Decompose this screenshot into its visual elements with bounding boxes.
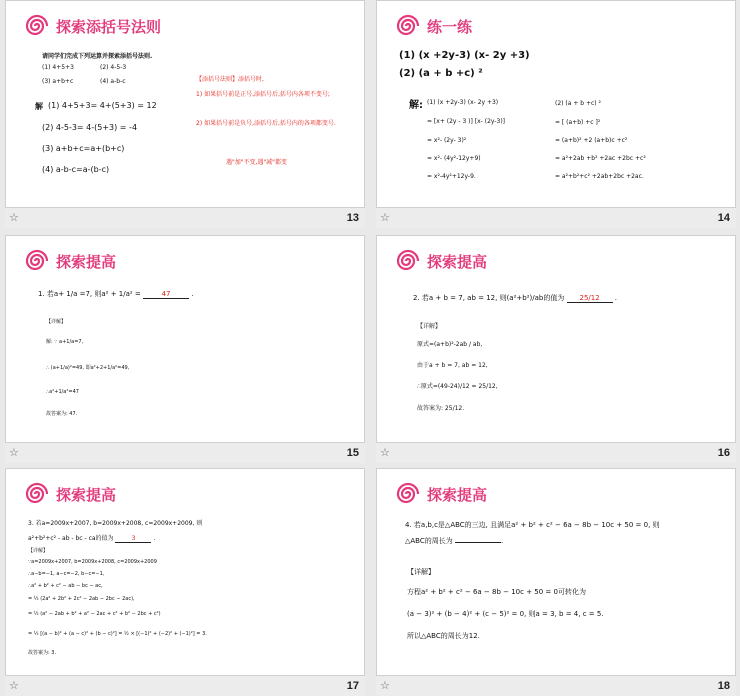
detail-label: 【详解】 bbox=[28, 548, 49, 554]
detail-label: 【详解】 bbox=[46, 319, 67, 325]
question-body: 2. 若a + b = 7, ab = 12, 则(a²+b²)/ab的值为 bbox=[413, 294, 565, 302]
spiral-logo-icon bbox=[22, 11, 52, 41]
slide-footer bbox=[5, 676, 365, 696]
star-icon[interactable]: ☆ bbox=[380, 212, 390, 224]
answer-blank: 25/12 bbox=[567, 294, 613, 303]
slide-title: 探索提高 bbox=[56, 254, 117, 271]
slide-title: 探索提高 bbox=[427, 254, 488, 271]
step-line: 故答案为: 47. bbox=[46, 411, 78, 417]
slide-16 bbox=[376, 235, 736, 443]
question-text: 1. 若a+ 1/a =7, 则a² + 1/a² = 47 . bbox=[38, 290, 194, 298]
slide-number: 17 bbox=[346, 680, 359, 692]
slide-15 bbox=[5, 235, 365, 443]
detail-label: 【详解】 bbox=[417, 323, 442, 330]
exercise-item: (3) a+b+c bbox=[42, 78, 74, 85]
slide-number: 16 bbox=[717, 447, 730, 459]
step-line: = a²+b²+c² +2ab+2bc +2ac. bbox=[555, 173, 644, 180]
step-line: 所以△ABC的周长为12. bbox=[407, 632, 480, 640]
step-line: = a²+2ab +b² +2ac +2bc +c² bbox=[555, 155, 646, 162]
step-line: = ½ (2a² + 2b² + 2c² − 2ab − 2bc − 2ac), bbox=[28, 596, 135, 602]
spiral-logo-icon bbox=[22, 479, 52, 509]
step-line: = ½ [(a − b)² + (a − c)² + (b − c)²] = ½ × [(−1)² + (−2)² + (−1)²] = 3. bbox=[28, 631, 207, 637]
step-line: 原式=(a+b)²-2ab / ab, bbox=[417, 341, 483, 348]
slide-thumbnail-17[interactable] bbox=[5, 468, 365, 696]
slide-17 bbox=[5, 468, 365, 676]
slide-thumbnail-16[interactable] bbox=[376, 235, 736, 463]
slide-number: 18 bbox=[717, 680, 730, 692]
step-line: = x²- (4y²-12y+9) bbox=[427, 155, 481, 162]
slide-number: 13 bbox=[346, 212, 359, 224]
slide-footer bbox=[5, 208, 365, 228]
solution-line: (2) 4-5-3= 4-(5+3) = -4 bbox=[42, 123, 138, 132]
solution-line: (3) a+b+c=a+(b+c) bbox=[42, 144, 125, 153]
question-text: 3. 若a=2009x+2007, b=2009x+2008, c=2009x+2009, 则 bbox=[28, 520, 203, 527]
question-text: 2. 若a + b = 7, ab = 12, 则(a²+b²)/ab的值为 25/12 . bbox=[413, 294, 618, 302]
question-text-2: △ABC的周长为 . bbox=[405, 537, 504, 545]
spiral-logo-icon bbox=[393, 479, 423, 509]
rule-2: 2) 如果括号前是负号,添括号后,括号内的各项都变号. bbox=[196, 120, 336, 127]
slide-14 bbox=[376, 0, 736, 208]
answer-blank: 3 bbox=[115, 535, 151, 543]
solution-label: 解: bbox=[409, 100, 423, 111]
solution-line: (4) a-b-c=a-(b-c) bbox=[42, 165, 110, 174]
question-text: 4. 若a,b,c是△ABC的三边, 且满足a² + b² + c² − 6a − 8b − 10c + 50 = 0, 则 bbox=[405, 521, 660, 529]
step-line: = x²-4y²+12y-9. bbox=[427, 173, 476, 180]
question-body: a²+b²+c² - ab - bc - ca的值为 bbox=[28, 535, 114, 542]
step-line: = ½ (a² − 2ab + b² + a² − 2ac + c² + b² − 2bc + c²) bbox=[28, 611, 161, 617]
slide-thumbnail-14[interactable] bbox=[376, 0, 736, 228]
exercise-item: (4) a-b-c bbox=[100, 78, 126, 85]
slide-footer bbox=[376, 208, 736, 228]
step-line: 由于a + b = 7, ab = 12, bbox=[417, 362, 488, 369]
star-icon[interactable]: ☆ bbox=[9, 212, 19, 224]
slide-title: 探索提高 bbox=[427, 487, 488, 504]
intro-text: 请同学们完成下列运算并探索添括号法则. bbox=[42, 53, 153, 60]
step-line: 故答案为: 25/12. bbox=[417, 405, 465, 412]
exercise-item: (2) 4-5-3 bbox=[100, 64, 127, 71]
star-icon[interactable]: ☆ bbox=[9, 680, 19, 692]
step-line: ∴ (a+1/a)²=49, 即a²+2+1/a²=49, bbox=[46, 365, 130, 371]
slide-thumbnail-13[interactable] bbox=[5, 0, 365, 228]
exercise-item: (1) 4+5+3 bbox=[42, 64, 74, 71]
question-text-2: a²+b²+c² - ab - bc - ca的值为 3 . bbox=[28, 535, 156, 542]
step-line: = [x+ (2y - 3 )] [x- (2y-3)] bbox=[427, 118, 505, 125]
slide-footer bbox=[5, 443, 365, 463]
rule-heading: 【添括号法则】添括号时, bbox=[196, 76, 264, 83]
problem-1: (1) (x +2y-3) (x- 2y +3) bbox=[399, 50, 530, 61]
step-line: 方程a² + b² + c² − 6a − 8b − 10c + 50 = 0可转化为 bbox=[407, 588, 586, 596]
slide-title: 探索添括号法则 bbox=[56, 19, 162, 36]
step-line: 解: ∵ a+1/a=7, bbox=[46, 339, 84, 345]
solution-label: 解 bbox=[35, 102, 43, 111]
slide-footer bbox=[376, 443, 736, 463]
step-line: ∵a=2009x+2007, b=2009x+2008, c=2009x+2009 bbox=[28, 559, 157, 565]
slide-title: 练一练 bbox=[427, 19, 473, 36]
step-line: ∴原式=(49-24)/12 = 25/12, bbox=[417, 383, 498, 390]
step-line: ∴a²+1/a²=47 bbox=[46, 389, 79, 395]
rule-summary: 遇"加"不变,遇"减"都变 bbox=[226, 159, 287, 166]
star-icon[interactable]: ☆ bbox=[380, 447, 390, 459]
question-body: △ABC的周长为 bbox=[405, 537, 453, 545]
slide-number: 14 bbox=[717, 212, 730, 224]
step-line: (a − 3)² + (b − 4)² + (c − 5)² = 0, 则a = 3, b = 4, c = 5. bbox=[407, 610, 604, 618]
step-line: = [ (a+b) +c ]² bbox=[555, 119, 601, 126]
rule-1: 1) 如果括号前是正号,添括号后,括号内各项不变号; bbox=[196, 91, 330, 98]
slide-13 bbox=[5, 0, 365, 208]
star-icon[interactable]: ☆ bbox=[9, 447, 19, 459]
slide-thumbnail-15[interactable] bbox=[5, 235, 365, 463]
step-line: 故答案为: 3. bbox=[28, 650, 57, 656]
slide-title: 探索提高 bbox=[56, 487, 117, 504]
slide-18 bbox=[376, 468, 736, 676]
step-line: (2) (a + b +c) ² bbox=[555, 100, 601, 107]
step-line: = x²- (2y- 3)² bbox=[427, 137, 467, 144]
slide-thumbnail-18[interactable] bbox=[376, 468, 736, 696]
spiral-logo-icon bbox=[22, 246, 52, 276]
star-icon[interactable]: ☆ bbox=[380, 680, 390, 692]
step-line: (1) (x +2y-3) (x- 2y +3) bbox=[427, 99, 499, 106]
step-line: = (a+b)² +2 (a+b)c +c² bbox=[555, 137, 628, 144]
detail-label: 【详解】 bbox=[407, 568, 435, 576]
problem-2: (2) (a + b +c) ² bbox=[399, 68, 483, 79]
question-body: 1. 若a+ 1/a =7, 则a² + 1/a² = bbox=[38, 290, 141, 298]
spiral-logo-icon bbox=[393, 246, 423, 276]
spiral-logo-icon bbox=[393, 11, 423, 41]
slide-number: 15 bbox=[346, 447, 359, 459]
answer-blank: 47 bbox=[143, 290, 189, 299]
step-line: ∴a² + b² + c² − ab − bc − ac, bbox=[28, 583, 103, 589]
step-line: ∴a−b=−1, a−c=−2, b−c=−1, bbox=[28, 571, 105, 577]
slide-footer bbox=[376, 676, 736, 696]
answer-blank bbox=[455, 542, 501, 543]
solution-line: (1) 4+5+3= 4+(5+3) = 12 bbox=[48, 101, 157, 110]
